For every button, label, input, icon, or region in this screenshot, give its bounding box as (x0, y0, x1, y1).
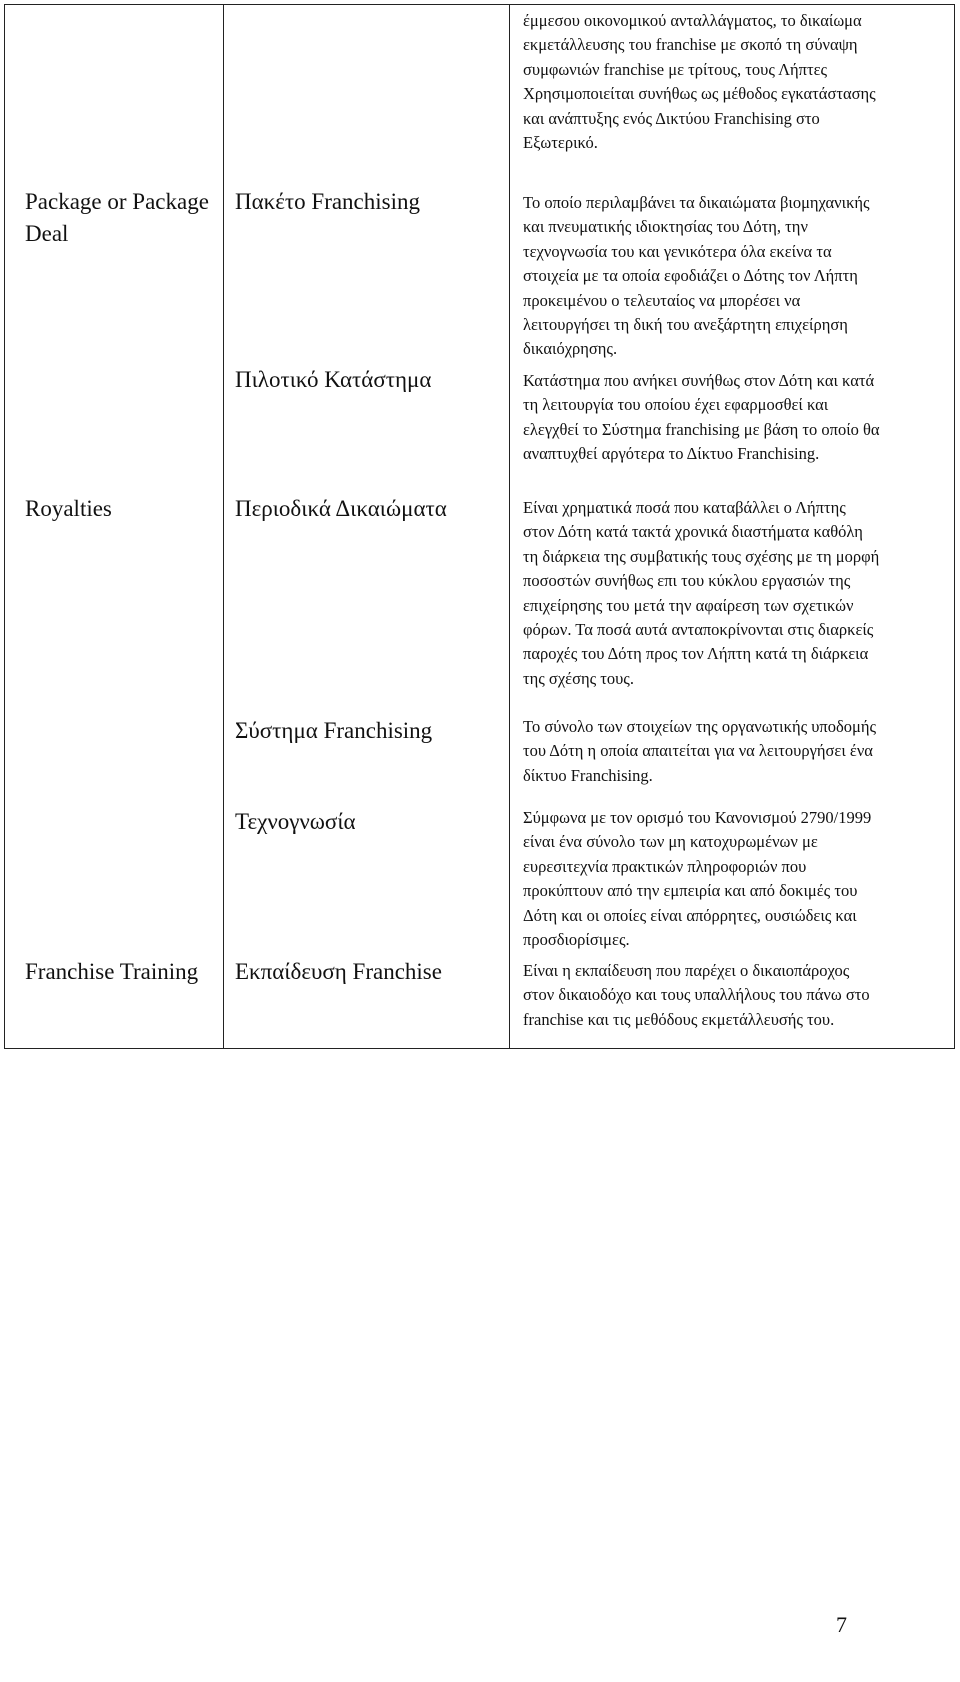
definition-line: της σχέσης τους. (523, 668, 634, 688)
column-divider (509, 5, 510, 1048)
definition-cell (523, 959, 960, 1032)
definition-line: έμμεσου οικονομικού ανταλλάγματος, το δικαίωμα (523, 11, 862, 30)
glossary-table (4, 4, 955, 1049)
definition-line: δίκτυο Franchising. (523, 765, 653, 785)
english-term: Package or Package (25, 189, 209, 214)
greek-term: Περιοδικά Δικαιώματα (235, 496, 447, 521)
definition-line: και ανάπτυξης ενός Δικτύου Franchising στο (523, 108, 820, 128)
definition-line: Δότη και οι οποίες είναι απόρρητες, ουσιώδεις και (523, 905, 857, 925)
definition-line: παροχές του Δότη προς τον Λήπτη κατά τη διάρκεια (523, 644, 869, 664)
definition-line: εκμετάλλευσης του franchise με σκοπό τη σύναψη (523, 35, 858, 55)
greek-term: Πιλοτικό Κατάστημα (235, 367, 432, 392)
definition-line: προκύπτουν από την εμπειρία και από δοκιμές του (523, 881, 858, 901)
definition-line: και πνευματικής ιδιοκτησίας του Δότη, την (523, 217, 808, 237)
definition-line: ποσοστών συνήθως επι του κύκλου εργασιών της (523, 571, 851, 591)
definition-line: Το σύνολο των στοιχείων της οργανωτικής υποδομής (523, 717, 877, 736)
english-term-cell (25, 493, 112, 525)
column-divider (223, 5, 224, 1048)
definition-line: προκειμένου ο τελευταίος να μπορέσει να (523, 290, 801, 310)
english-term: Franchise Training (25, 959, 199, 984)
definition-line: στον δικαιοδόχο και τους υπαλλήλους του πάνω στο (523, 985, 870, 1005)
definition-line: είναι ένα σύνολο των μη κατοχυρωμένων με (523, 832, 818, 852)
definition-line: Εξωτερικό. (523, 133, 598, 153)
definition-line: τη λειτουργία του οποίου έχει εφαρμοσθεί και (523, 395, 829, 415)
definition-line: φόρων. Τα ποσά αυτά ανταποκρίνονται στις διαρκείς (523, 620, 874, 640)
definition-line: τεχνογνωσία του και γενικότερα όλα εκείνα τα (523, 241, 832, 261)
definition-cell (523, 715, 960, 788)
greek-term: Τεχνογνωσία (235, 809, 356, 834)
english-term-cell (25, 186, 209, 250)
definition-cell (523, 369, 960, 467)
english-term: Deal (25, 221, 69, 246)
definition-line: Το οποίο περιλαμβάνει τα δικαιώματα βιομηχανικής (523, 193, 870, 212)
definition-line: Κατάστημα που ανήκει συνήθως στον Δότη και κατά (523, 371, 875, 390)
definition-line: προσδιορίσιμες. (523, 930, 630, 950)
definition-line: franchise και τις μεθόδους εκμετάλλευσής του. (523, 1009, 835, 1029)
definition-line: δικαιόχρησης. (523, 339, 618, 359)
definition-line: τη διάρκεια της συμβατικής τους σχέσης με τη μορφή (523, 546, 880, 566)
definition-line: Σύμφωνα με τον ορισμό του Κανονισμού 2790/1999 (523, 808, 872, 827)
definition-line: αναπτυχθεί αργότερα το Δίκτυο Franchising. (523, 444, 820, 464)
definition-line: του Δότη η οποία απαιτείται για να λειτουργήσει ένα (523, 741, 873, 761)
definition-cell (523, 191, 960, 362)
definition-line: Είναι χρηματικά ποσά που καταβάλλει ο Λήπτης (523, 498, 846, 517)
greek-term: Σύστημα Franchising (235, 718, 433, 743)
definition-line: επιχείρησης του μετά την αφαίρεση των σχετικών (523, 595, 854, 615)
definition-cell (523, 496, 960, 691)
greek-term: Πακέτο Franchising (235, 189, 420, 214)
definition-line: Είναι η εκπαίδευση που παρέχει ο δικαιοπάροχος (523, 961, 850, 980)
greek-term: Εκπαίδευση Franchise (235, 959, 442, 984)
english-term-cell (25, 956, 198, 988)
definition-line: στον Δότη κατά τακτά χρονικά διαστήματα καθόλη (523, 522, 863, 542)
definition-line: Χρησιμοποιείται συνήθως ως μέθοδος εγκατάστασης (523, 84, 876, 104)
definition-cell (523, 9, 960, 155)
english-term: Royalties (25, 496, 112, 521)
definition-line: στοιχεία με τα οποία εφοδιάζει ο Δότης τον Λήπτη (523, 266, 858, 286)
page-number: 7 (836, 1612, 847, 1637)
definition-line: λειτουργήσει τη δική του ανεξάρτητη επιχείρηση (523, 315, 848, 335)
definition-line: ευρεσιτεχνία πρακτικών πληροφοριών που (523, 856, 807, 876)
definition-line: συμφωνιών franchise με τρίτους, τους Λήπτες (523, 59, 828, 79)
definition-cell (523, 806, 960, 952)
definition-line: ελεγχθεί το Σύστημα franchising με βάση το οποίο θα (523, 419, 880, 439)
